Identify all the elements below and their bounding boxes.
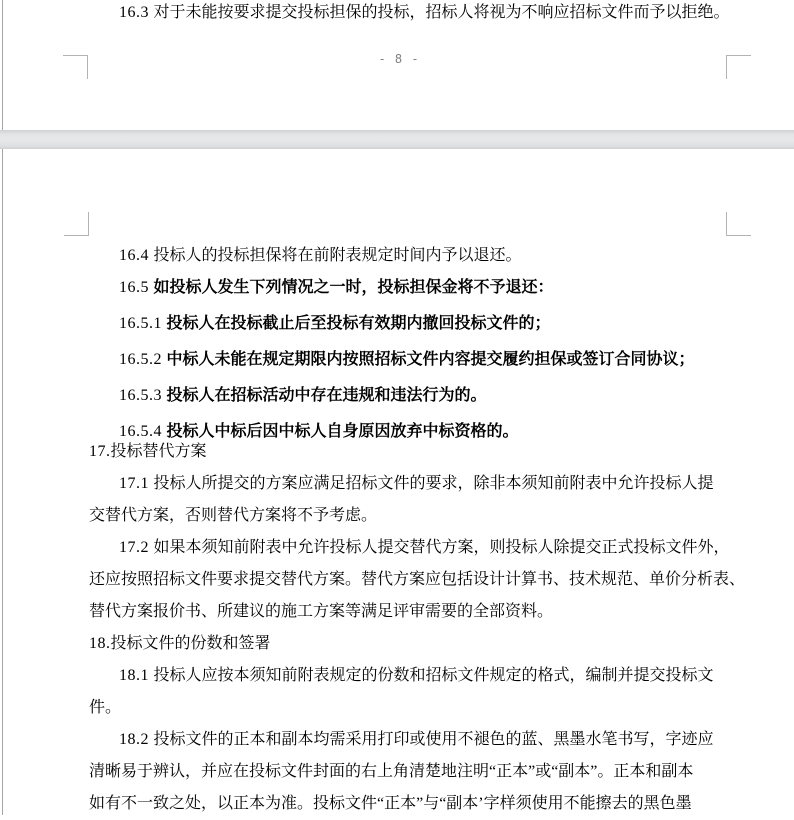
- clause-text: 投标人的投标担保将在前附表规定时间内予以退还。: [153, 247, 522, 264]
- clause-text: 投标人应按本须知前附表规定的份数和招标文件规定的格式，编制并提交投标文: [153, 667, 714, 684]
- page-number: - 8 -: [378, 52, 420, 66]
- clause-16-3-line: [89, 0, 739, 26]
- page9-text-block: [89, 240, 746, 820]
- clause-18-2-cont: [89, 788, 739, 820]
- clause-number: 17.2: [119, 539, 154, 556]
- clause-17-2-cont: [89, 596, 739, 628]
- clause-number: 16.5.1: [119, 315, 167, 332]
- clause-text: 件。: [89, 699, 122, 716]
- clause-18-1-cont: [89, 692, 739, 724]
- page8-text-block: [89, 0, 739, 26]
- clause-16-5-1-line: [89, 308, 739, 340]
- clause-text: 交替代方案，否则替代方案将不予考虑。: [89, 507, 378, 524]
- clause-17-1-line: [89, 468, 739, 500]
- clause-text: 如果本须知前附表中允许投标人提交替代方案，则投标人除提交正式投标文件外，: [153, 539, 730, 556]
- section-title: 投标替代方案: [110, 443, 207, 460]
- clause-number: 16.5: [119, 279, 154, 296]
- clause-17-2-line: [89, 532, 739, 564]
- crop-mark-top-left-icon: [64, 212, 89, 236]
- clause-text: 还应按照招标文件要求提交替代方案。替代方案应包括设计计算书、技术规范、单价分析表、: [89, 571, 746, 588]
- clause-16-4-line: [89, 240, 739, 272]
- clause-text: 投标人所提交的方案应满足招标文件的要求，除非本须知前附表中允许投标人提: [153, 475, 714, 492]
- clause-text: 如有不一致之处，以正本为准。投标文件“正本”与“副本’字样须使用不能擦去的黑色墨: [89, 795, 692, 812]
- clause-number: 17.1: [119, 475, 154, 492]
- crop-mark-top-right-icon: [726, 212, 751, 236]
- clause-number: 18.2: [119, 731, 154, 748]
- page-gap: [0, 130, 794, 149]
- clause-17-1-cont: [89, 500, 739, 532]
- crop-mark-bottom-left-icon: [63, 55, 88, 79]
- clause-text: 中标人未能在规定期限内按照招标文件内容提交履约担保或签订合同协议；: [166, 351, 695, 368]
- clause-text: 对于未能按要求提交投标担保的投标，招标人将视为不响应招标文件而予以拒绝。: [153, 4, 730, 21]
- clause-16-5-line: [89, 272, 739, 304]
- clause-number: 16.5.4: [119, 423, 167, 440]
- clause-18-2-line: [89, 724, 739, 756]
- section-number: 17.: [89, 443, 111, 460]
- section-title: 投标文件的份数和签署: [110, 635, 271, 652]
- clause-number: 18.1: [119, 667, 154, 684]
- clause-text: 替代方案报价书、所建议的施工方案等满足评审需要的全部资料。: [89, 603, 554, 620]
- clause-17-2-cont: [89, 564, 746, 596]
- clause-text: 投标人在招标活动中存在违规和违法行为的。: [166, 387, 487, 404]
- clause-number: 16.4: [119, 247, 154, 264]
- clause-number: 16.3: [119, 4, 154, 21]
- clause-16-5-3-line: [89, 380, 739, 412]
- clause-text: 投标文件的正本和副本均需采用打印或使用不褪色的蓝、黑墨水笔书写，字迹应: [153, 731, 714, 748]
- clause-16-5-2-line: [89, 344, 739, 376]
- clause-text: 清晰易于辨认，并应在投标文件封面的右上角清楚地注明“正本”或“副本”。正本和副本: [89, 763, 694, 780]
- section-18-heading: [89, 628, 739, 660]
- clause-number: 16.5.3: [119, 387, 167, 404]
- clause-text: 投标人中标后因中标人自身原因放弃中标资格的。: [166, 423, 519, 440]
- document-page-8[interactable]: [2, 0, 794, 130]
- clause-18-1-line: [89, 660, 739, 692]
- clause-number: 16.5.2: [119, 351, 167, 368]
- clause-text: 投标人在投标截止后至投标有效期内撤回投标文件的；: [166, 315, 551, 332]
- clause-18-2-cont: [89, 756, 739, 788]
- document-page-9[interactable]: [2, 149, 794, 815]
- clause-text: 如投标人发生下列情况之一时，投标担保金将不予退还：: [153, 279, 554, 296]
- crop-mark-bottom-right-icon: [726, 55, 751, 79]
- section-number: 18.: [89, 635, 111, 652]
